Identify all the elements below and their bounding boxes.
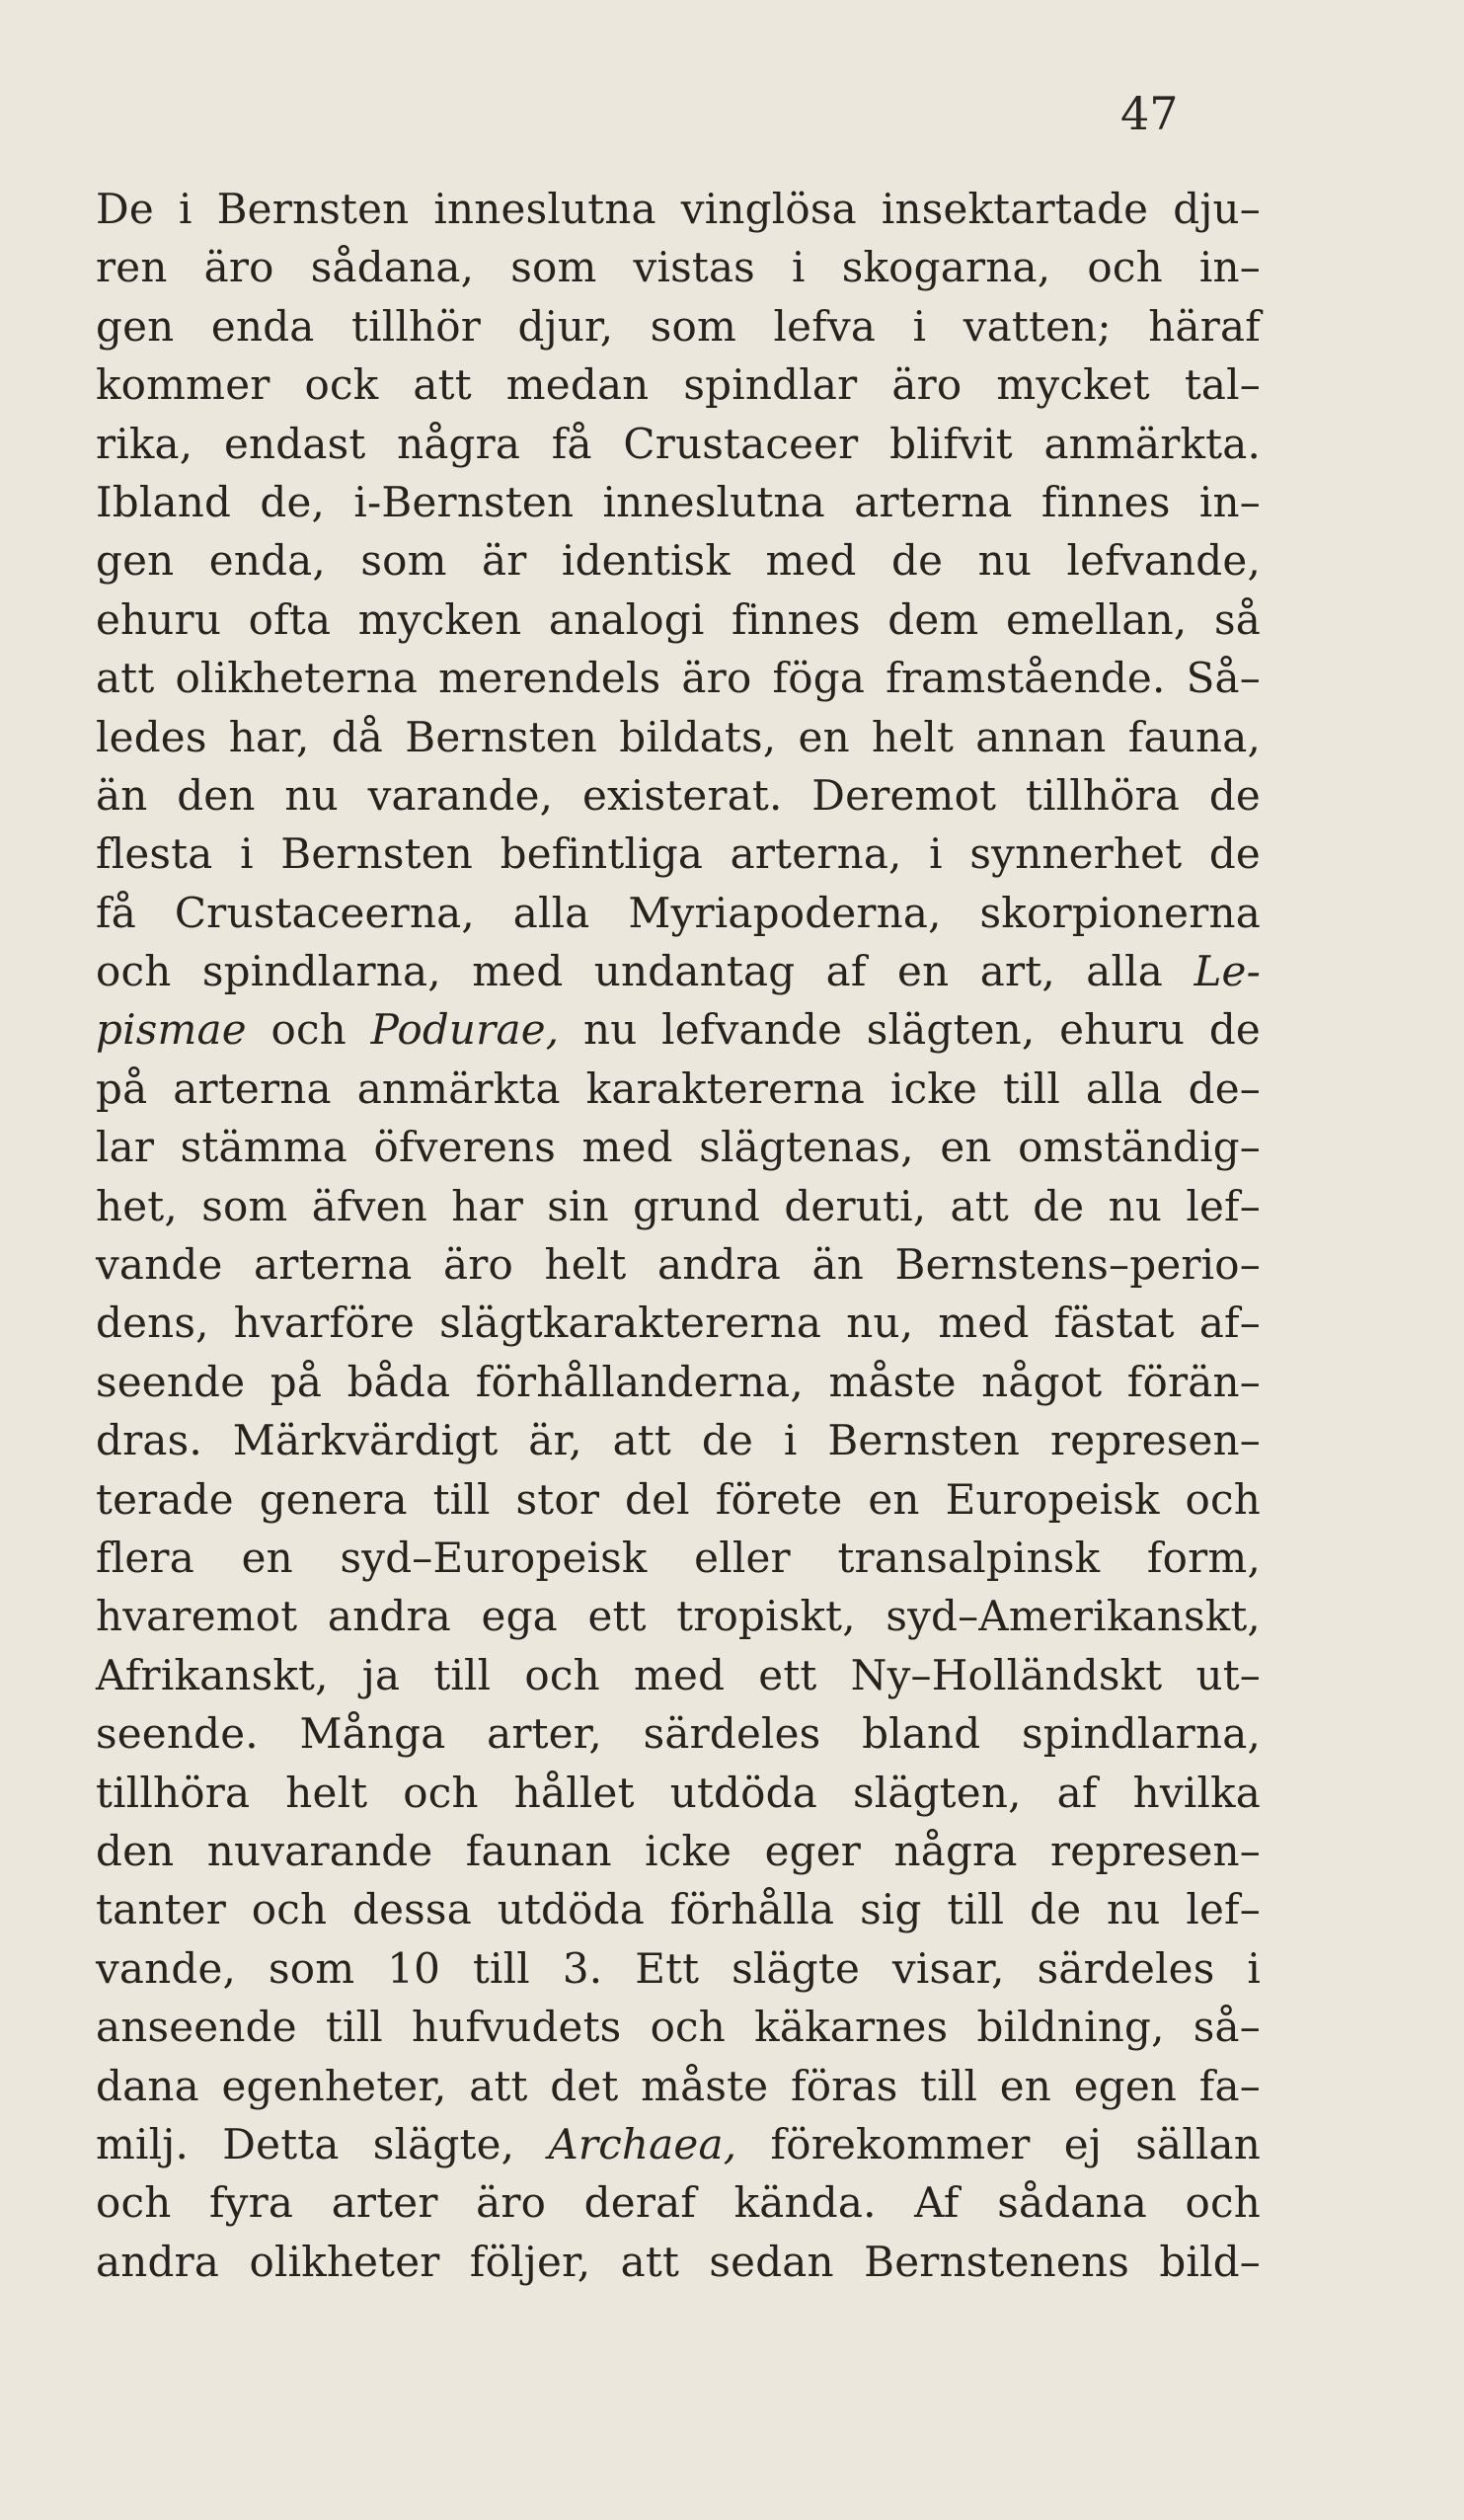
text-segment: gen enda tillhör djur, som lefva i vatten; häraf [96,301,1261,351]
text-line [96,1235,1261,1294]
text-line [96,1411,1261,1469]
text-segment: vande arterna äro helt andra än Bernstens–perio– [96,1240,1261,1290]
text-segment: dens, hvarföre slägtkaraktererna nu, med fästat af– [96,1299,1261,1348]
text-segment: De i Bernsten inneslutna vinglösa insektartade dju– [96,185,1261,233]
text-line [96,297,1261,355]
text-segment: hvaremot andra ega ett tropiskt, syd–Amerikanskt, [96,1592,1261,1641]
text-line [96,1529,1261,1587]
text-line [96,1353,1261,1411]
text-line [96,355,1261,414]
text-segment: ehuru ofta mycken analogi finnes dem emellan, så [96,594,1261,644]
text-segment: anseende till hufvudets och käkarnes bildning, så– [96,2003,1261,2052]
text-line [96,766,1261,825]
text-line [96,531,1261,590]
text-line [96,2233,1261,2291]
text-segment: den nuvarande faunan icke eger några represen– [96,1826,1261,1875]
text-segment: förekommer ej sällan [736,2119,1262,2168]
text-segment: Ibland de, i-Bernsten inneslutna arterna finnes in– [96,477,1261,526]
text-line [96,2115,1261,2173]
text-segment: andra olikheter följer, att sedan Bernstenens bild– [96,2237,1261,2286]
body-text [96,180,1261,2291]
text-line [96,1939,1261,1998]
text-line [96,1704,1261,1763]
text-segment: dana egenheter, att det måste föras till en egen fa– [96,2061,1261,2110]
text-line [96,1118,1261,1176]
text-line [96,1822,1261,1880]
text-segment: vande, som 10 till 3. Ett slägte visar, särdeles i [96,1943,1261,1993]
text-segment: ren äro sådana, som vistas i skogarna, och in– [96,243,1261,292]
text-segment: och spindlarna, med undantag af en art, alla [96,947,1194,996]
italic-term: Le- [1194,947,1261,996]
text-line [96,884,1261,942]
text-segment: än den nu varande, existerat. Deremot tillhöra de [96,770,1261,820]
italic-term: pismae [96,1005,247,1055]
text-line [96,591,1261,649]
text-segment: kommer ock att medan spindlar äro mycket tal– [96,360,1261,410]
text-line [96,708,1261,766]
italic-term: Podurae, [370,1005,560,1055]
text-segment: och fyra arter äro deraf kända. Af sådana och [96,2178,1261,2228]
text-segment: Afrikanskt, ja till och med ett Ny–Holländskt ut– [96,1650,1261,1699]
text-line [96,2057,1261,2115]
text-segment: tanter och dessa utdöda förhålla sig till de nu lef– [96,1885,1261,1934]
text-line [96,473,1261,531]
text-segment: dras. Märkvärdigt är, att de i Bernsten represen– [96,1416,1261,1465]
text-segment: och [246,1005,371,1055]
text-line [96,1294,1261,1352]
text-line [96,415,1261,473]
text-segment: på arterna anmärkta karaktererna icke till alla de– [96,1063,1261,1113]
text-line [96,2173,1261,2232]
text-segment: tillhöra helt och hållet utdöda slägten, af hvilka [96,1768,1261,1817]
text-line [96,1060,1261,1118]
text-segment: nu lefvande slägten, ehuru de [559,1005,1261,1055]
text-line [96,1587,1261,1645]
text-line [96,1998,1261,2056]
text-line [96,180,1261,238]
text-segment: seende på båda förhållanderna, måste något förän– [96,1357,1261,1406]
text-segment: milj. Detta slägte, [96,2119,549,2168]
text-line [96,238,1261,296]
text-segment: få Crustaceerna, alla Myriapoderna, skorpionerna [96,888,1261,937]
text-line [96,1880,1261,1938]
text-line [96,1177,1261,1235]
text-segment: het, som äfven har sin grund deruti, att de nu lef– [96,1181,1261,1230]
text-segment: lar stämma öfverens med slägtenas, en omständig– [96,1123,1261,1172]
text-segment: seende. Många arter, särdeles bland spindlarna, [96,1709,1261,1759]
text-segment: gen enda, som är identisk med de nu lefvande, [96,536,1261,586]
text-line [96,649,1261,707]
text-segment: flera en syd–Europeisk eller transalpinsk form, [96,1533,1261,1582]
text-segment: terade genera till stor del förete en Europeisk och [96,1474,1261,1524]
text-segment: ledes har, då Bernsten bildats, en helt annan fauna, [96,712,1261,761]
text-line [96,1646,1261,1704]
text-line [96,1470,1261,1529]
text-segment: rika, endast några få Crustaceer blifvit anmärkta. [96,419,1261,468]
italic-term: Archaea, [548,2119,737,2168]
page-number: 47 [1120,87,1179,140]
text-line [96,825,1261,883]
text-segment: flesta i Bernsten befintliga arterna, i synnerhet de [96,829,1261,879]
text-line [96,942,1261,1000]
text-segment: att olikheterna merendels äro föga framstående. Så– [96,654,1261,703]
text-line [96,1764,1261,1822]
text-line [96,1000,1261,1059]
